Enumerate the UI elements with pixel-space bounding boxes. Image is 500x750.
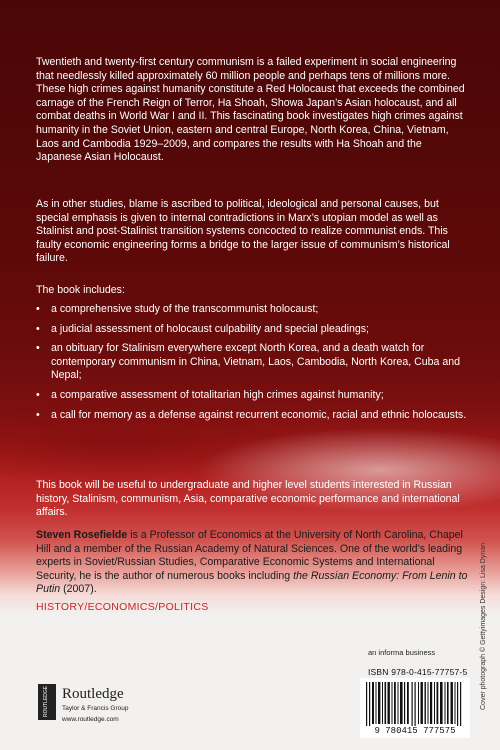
bullet-icon: • (36, 303, 40, 315)
author-bio-end: (2007). (60, 583, 97, 596)
bullet-icon: • (36, 408, 40, 421)
publisher-url: www.routledge.com (62, 716, 119, 723)
author-bio (36, 529, 468, 597)
intro-paragraph: Twentieth and twenty-first century communism is a failed experiment in social engineering that needlessly killed approximately 60 million people and perhaps tens of millions more. These high crimes against humanity constitute a Red Holocaust that exceeds the combined carnage of the French Reign of Terror, Ha Shoah, Showa Japan’s Asian holocaust, and all combat deaths in World War I and II. This fascinating book investigates high crimes against humanity in the Soviet Union, eastern and central Europe, North Korea, China, Vietnam, Laos and Cambodia 1929–2009, and compares the results with Ha Shoah and the Japanese Asian Holocaust. (36, 56, 465, 164)
publisher-name: Routledge (62, 686, 124, 702)
list-item (36, 409, 468, 423)
bullet-text: a call for memory as a defense against recurrent economic, racial and ethnic holocausts. (51, 408, 467, 421)
routledge-logo-icon (38, 684, 56, 720)
bullet-text: a comprehensive study of the transcommunist holocaust; (51, 303, 319, 315)
bullet-text: a judicial assessment of holocaust culpability and special pleadings; (51, 322, 369, 335)
author-name: Steven Rosefielde (36, 529, 128, 541)
bullet-icon: • (36, 342, 40, 355)
logo-mark-text: ROUTLEDGE (43, 685, 49, 717)
bullet-text: an obituary for Stalinism everywhere except North Korea, and a death watch for contemporary communism in China, Vietnam, Laos, Cambodia, North Korea, Cuba and Nepal; (51, 342, 461, 382)
bullet-list (36, 303, 468, 428)
subject-category: HISTORY/ECONOMICS/POLITICS (36, 601, 209, 613)
cover-credits: Cover photograph © Gettyimages Design: Lisa Dynan (480, 542, 487, 710)
audience-paragraph: This book will be useful to undergraduate and higher level students interested in Russian history, Stalinism, communism, Asia, comparative economic performance and international affairs. (36, 479, 460, 519)
list-item (36, 303, 468, 317)
author-bio-text: is a Professor of Economics at the University of North Carolina, Chapel Hill and a member of the Russian Academy of Natural Sciences. One of the world’s leading experts in Soviet/Russian Studies, Comparative Economic Systems and International Security, he is the author of numerous books including (36, 529, 463, 582)
bullet-text: a comparative assessment of totalitarian high crimes against humanity; (51, 388, 384, 401)
book-title: the Russian Economy: From Lenin to Putin (36, 569, 468, 596)
isbn-label: ISBN 978-0-415-77757-5 (368, 667, 468, 677)
list-item (36, 389, 468, 403)
list-item (36, 323, 468, 337)
blame-paragraph: As in other studies, blame is ascribed to political, ideological and personal causes, but special emphasis is given to internal contradictions in Marx’s utopian model as well as Stalinist and post-Stalinist transition systems concocted to realize communist ends. This faulty economic engineering forms a bridge to the larger issue of communism’s historical failure. (36, 198, 450, 265)
bullet-icon: • (36, 322, 40, 335)
publisher-group: Taylor & Francis Group (62, 705, 129, 712)
bullet-icon: • (36, 388, 40, 401)
barcode-number: 9 780415 777575 (360, 726, 470, 736)
includes-heading: The book includes: (36, 284, 125, 296)
list-item (36, 342, 468, 383)
informa-tagline: an informa business (368, 648, 436, 657)
